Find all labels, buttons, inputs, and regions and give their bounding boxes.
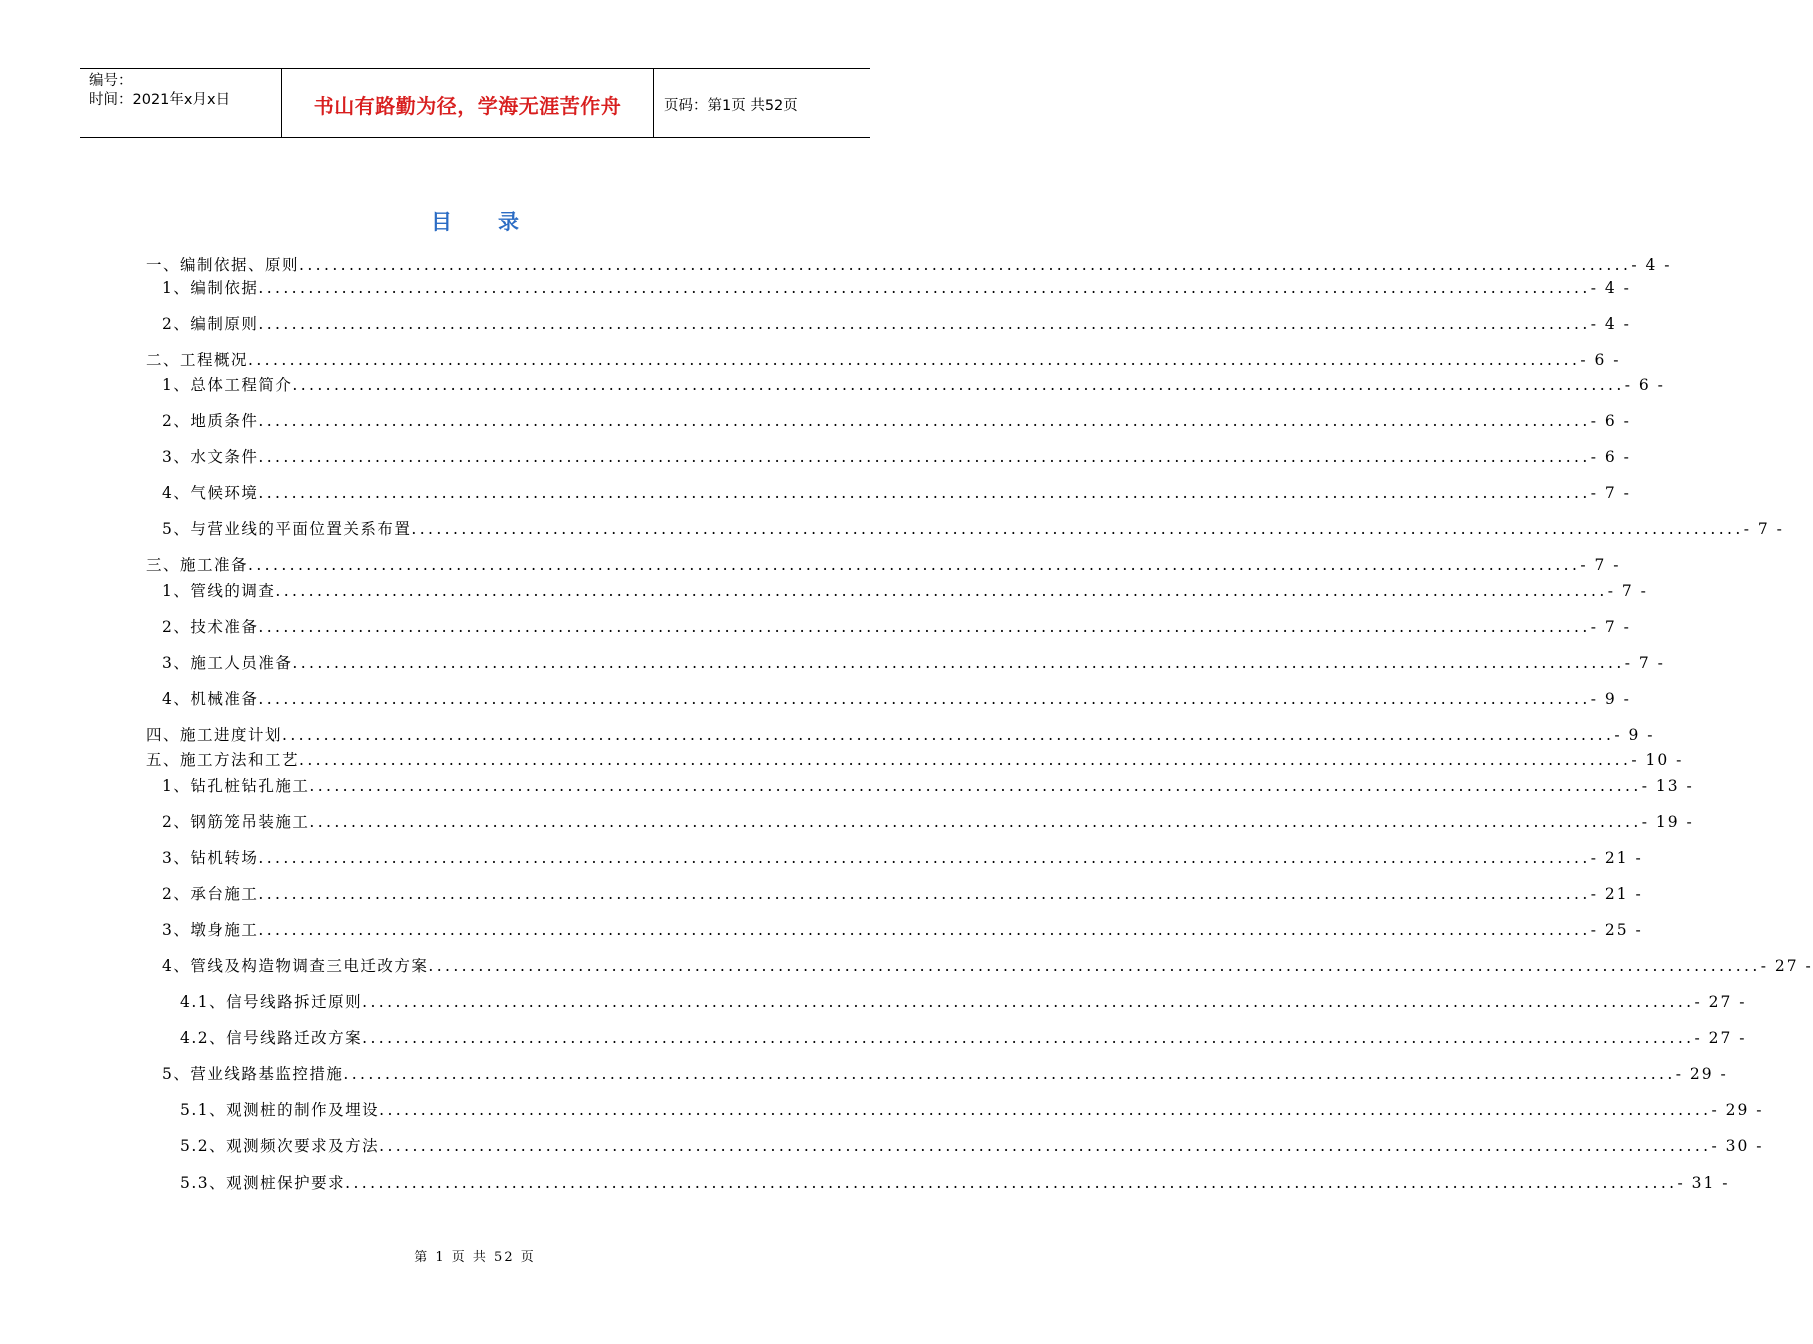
- toc-entry-page: - 4 -: [1590, 279, 1631, 297]
- header-page-label: 页码：第1页 共52页: [664, 97, 798, 114]
- toc-entry-page: - 29 -: [1711, 1101, 1764, 1119]
- toc-entry-page: - 6 -: [1590, 412, 1631, 430]
- toc-entry[interactable]: [180, 991, 1747, 1013]
- toc-entry-page: - 27 -: [1694, 1029, 1747, 1047]
- toc-entry-page: - 21 -: [1590, 885, 1643, 903]
- toc-entry-title: 4.2、信号线路迁改方案: [180, 1029, 363, 1047]
- toc-entry[interactable]: [146, 254, 1672, 276]
- toc-dot-leader: ................................................................................................................................................................: [282, 726, 1615, 744]
- toc-dot-leader: ................................................................................................................................................................: [379, 1137, 1712, 1155]
- toc-entry-title: 3、墩身施工: [162, 921, 259, 939]
- toc-entry-page: - 4 -: [1631, 256, 1672, 274]
- toc-dot-leader: ................................................................................................................................................................: [345, 1174, 1678, 1192]
- toc-entry-page: - 7 -: [1624, 654, 1665, 672]
- toc-entry-title: 5.3、观测桩保护要求: [180, 1174, 346, 1192]
- toc-entry[interactable]: [162, 410, 1631, 432]
- toc-entry[interactable]: [162, 847, 1643, 869]
- toc-dot-leader: ................................................................................................................................................................: [299, 256, 1632, 274]
- toc-entry-page: - 6 -: [1590, 448, 1631, 466]
- toc-entry-title: 5.2、观测频次要求及方法: [180, 1137, 380, 1155]
- toc-entry[interactable]: [162, 277, 1631, 299]
- toc-entry-title: 五、施工方法和工艺: [146, 751, 300, 769]
- toc-entry-page: - 31 -: [1677, 1174, 1730, 1192]
- toc-dot-leader: ................................................................................................................................................................: [248, 556, 1581, 574]
- toc-entry-page: - 9 -: [1590, 690, 1631, 708]
- toc-entry-page: - 6 -: [1580, 351, 1621, 369]
- toc-entry[interactable]: [162, 652, 1665, 674]
- toc-entry-title: 4、管线及构造物调查三电迁改方案: [162, 957, 429, 975]
- toc-entry[interactable]: [162, 580, 1648, 602]
- toc-entry[interactable]: [180, 1099, 1764, 1121]
- toc-dot-leader: ................................................................................................................................................................: [428, 957, 1761, 975]
- toc-entry-title: 3、施工人员准备: [162, 654, 293, 672]
- toc-dot-leader: ................................................................................................................................................................: [258, 448, 1591, 466]
- toc-dot-leader: ................................................................................................................................................................: [258, 315, 1591, 333]
- toc-entry-title: 3、钻机转场: [162, 849, 259, 867]
- toc-entry[interactable]: [162, 1063, 1728, 1085]
- page-footer: 第 1 页 共 52 页: [414, 1250, 536, 1265]
- toc-entry-page: - 30 -: [1711, 1137, 1764, 1155]
- toc-entry-page: - 27 -: [1760, 957, 1813, 975]
- toc-entry[interactable]: [162, 883, 1643, 905]
- toc-dot-leader: ................................................................................................................................................................: [343, 1065, 1676, 1083]
- toc-entry-title: 2、技术准备: [162, 618, 259, 636]
- toc-entry-title: 1、总体工程简介: [162, 376, 293, 394]
- toc-entry-title: 三、施工准备: [146, 556, 249, 574]
- document-date-label: 时间：2021年x月x日: [89, 92, 231, 108]
- header-motto: 书山有路勤为径，学海无涯苦作舟: [282, 69, 654, 137]
- toc-entry-page: - 7 -: [1590, 484, 1631, 502]
- toc-entry[interactable]: [180, 1135, 1764, 1157]
- toc-entry-title: 1、钻孔桩钻孔施工: [162, 777, 310, 795]
- toc-dot-leader: ................................................................................................................................................................: [258, 618, 1591, 636]
- toc-dot-leader: ................................................................................................................................................................: [411, 520, 1744, 538]
- toc-entry-page: - 4 -: [1590, 315, 1631, 333]
- toc-entry-title: 4、气候环境: [162, 484, 259, 502]
- toc-entry[interactable]: [162, 446, 1631, 468]
- toc-dot-leader: ................................................................................................................................................................: [258, 484, 1591, 502]
- toc-entry-page: - 27 -: [1694, 993, 1747, 1011]
- toc-entry-title: 1、管线的调查: [162, 582, 276, 600]
- toc-dot-leader: ................................................................................................................................................................: [309, 813, 1642, 831]
- toc-dot-leader: ................................................................................................................................................................: [248, 351, 1581, 369]
- toc-dot-leader: ................................................................................................................................................................: [275, 582, 1608, 600]
- toc-dot-leader: ................................................................................................................................................................: [362, 993, 1695, 1011]
- toc-entry[interactable]: [146, 554, 1621, 576]
- toc-entry[interactable]: [162, 482, 1631, 504]
- toc-entry[interactable]: [146, 749, 1684, 771]
- toc-entry-page: - 6 -: [1624, 376, 1665, 394]
- toc-entry-page: - 7 -: [1743, 520, 1784, 538]
- toc-title: 目录: [431, 209, 565, 234]
- toc-entry[interactable]: [146, 349, 1621, 371]
- toc-entry[interactable]: [162, 313, 1631, 335]
- toc-entry[interactable]: [162, 811, 1694, 833]
- toc-entry-title: 2、承台施工: [162, 885, 259, 903]
- toc-entry[interactable]: [162, 374, 1665, 396]
- toc-entry-title: 4.1、信号线路拆迁原则: [180, 993, 363, 1011]
- toc-entry-title: 3、水文条件: [162, 448, 259, 466]
- toc-dot-leader: ................................................................................................................................................................: [299, 751, 1632, 769]
- toc-entry-page: - 29 -: [1675, 1065, 1728, 1083]
- toc-entry-title: 1、编制依据: [162, 279, 259, 297]
- toc-dot-leader: ................................................................................................................................................................: [379, 1101, 1712, 1119]
- toc-entry-page: - 7 -: [1607, 582, 1648, 600]
- toc-dot-leader: ................................................................................................................................................................: [362, 1029, 1695, 1047]
- toc-entry[interactable]: [162, 616, 1631, 638]
- toc-entry[interactable]: [162, 688, 1631, 710]
- toc-dot-leader: ................................................................................................................................................................: [258, 921, 1591, 939]
- toc-entry[interactable]: [162, 518, 1784, 540]
- toc-dot-leader: ................................................................................................................................................................: [292, 654, 1625, 672]
- toc-entry[interactable]: [162, 919, 1643, 941]
- toc-entry-title: 2、地质条件: [162, 412, 259, 430]
- toc-entry-page: - 21 -: [1590, 849, 1643, 867]
- toc-dot-leader: ................................................................................................................................................................: [258, 690, 1591, 708]
- document-number-label: 编号：: [89, 73, 133, 89]
- toc-entry[interactable]: [162, 955, 1813, 977]
- toc-entry[interactable]: [180, 1027, 1747, 1049]
- toc-entry-page: - 25 -: [1590, 921, 1643, 939]
- toc-dot-leader: ................................................................................................................................................................: [258, 849, 1591, 867]
- toc-entry-title: 5、营业线路基监控措施: [162, 1065, 344, 1083]
- toc-entry-title: 5、与营业线的平面位置关系布置: [162, 520, 412, 538]
- toc-entry-page: - 13 -: [1641, 777, 1694, 795]
- toc-dot-leader: ................................................................................................................................................................: [309, 777, 1642, 795]
- toc-dot-leader: ................................................................................................................................................................: [292, 376, 1625, 394]
- toc-entry[interactable]: [146, 724, 1655, 746]
- toc-entry-title: 四、施工进度计划: [146, 726, 283, 744]
- toc-entry-title: 二、工程概况: [146, 351, 249, 369]
- toc-entry-title: 5.1、观测桩的制作及埋设: [180, 1101, 380, 1119]
- toc-entry-title: 2、编制原则: [162, 315, 259, 333]
- toc-entry[interactable]: [162, 775, 1694, 797]
- toc-dot-leader: ................................................................................................................................................................: [258, 279, 1591, 297]
- toc-entry-page: - 7 -: [1590, 618, 1631, 636]
- toc-entry-title: 一、编制依据、原则: [146, 256, 300, 274]
- toc-entry-page: - 10 -: [1631, 751, 1684, 769]
- toc-entry-title: 4、机械准备: [162, 690, 259, 708]
- toc-entry-title: 2、钢筋笼吊装施工: [162, 813, 310, 831]
- toc-entry-page: - 7 -: [1580, 556, 1621, 574]
- toc-entry-page: - 9 -: [1614, 726, 1655, 744]
- toc-dot-leader: ................................................................................................................................................................: [258, 412, 1591, 430]
- toc-entry[interactable]: [180, 1172, 1730, 1194]
- toc-entry-page: - 19 -: [1641, 813, 1694, 831]
- toc-dot-leader: ................................................................................................................................................................: [258, 885, 1591, 903]
